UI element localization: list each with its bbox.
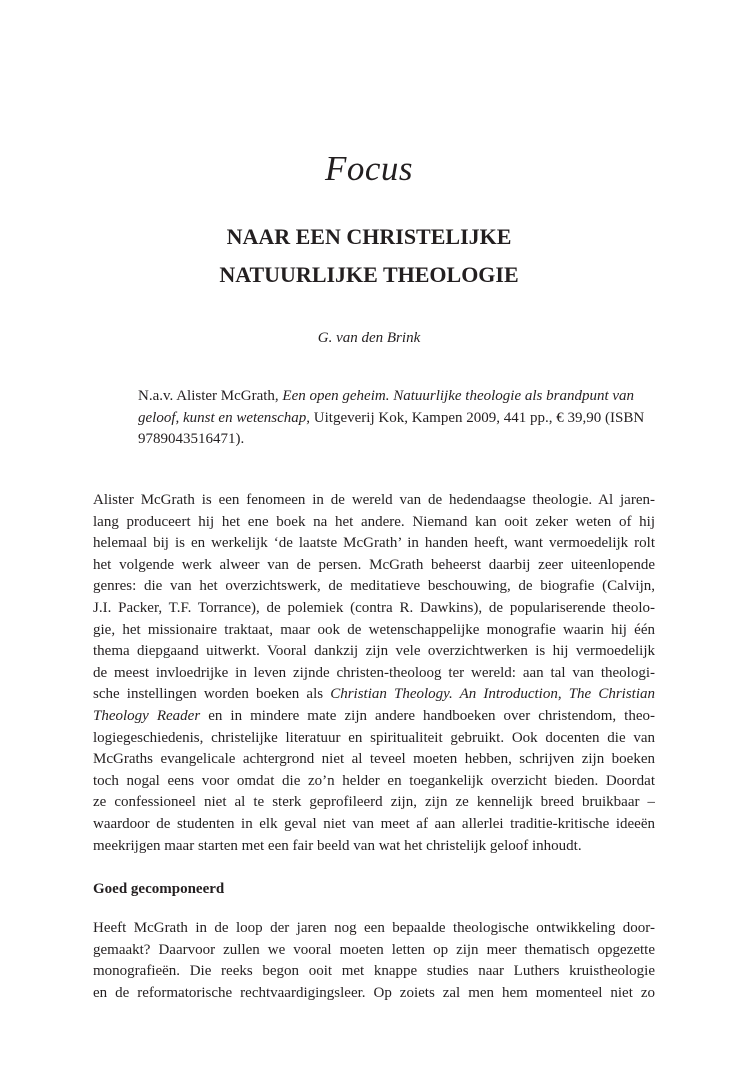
- paragraph-development: [93, 918, 655, 1004]
- text-line: het volgende werk alweer van de persen. McGrath beheerst daarbij zeer uiteenlopende: [93, 556, 655, 573]
- text-line: gemaakt? Daarvoor zullen we vooral moeten letten op zijn meer thematisch opgezette: [93, 941, 655, 958]
- reviewed-book-title: Een open geheim. Natuurlijke theologie als brandpunt van geloof, kunst en wetenschap: [138, 388, 635, 426]
- text-line: monografieën. Die reeks begon ooit met knappe studies naar Luthers kruistheologie: [93, 963, 655, 980]
- text-line: genres: die van het overzichtswerk, de meditatieve beschouwing, de biografie (Calvijn,: [93, 578, 655, 595]
- text-line: gie, het missionaire traktaat, maar ook de wetenschappelijke monografie waarin hij één: [93, 621, 655, 638]
- text-line: thema diepgaand uitwerkt. Vooral dankzij zijn vele overzichtwerken is hij vermoedelijk: [93, 643, 655, 660]
- text-line: [93, 684, 655, 706]
- text-fragment: ,: [557, 686, 569, 703]
- text-line: toch nogal eens voor omdat die zo’n helder en toegankelijk overzicht bieden. Doordat: [93, 772, 655, 789]
- text-line: de meest invloedrijke in leven zijnde christen-theoloog ter wereld: aan tal van theologi-: [93, 664, 655, 681]
- text-line: lang produceert hij het ene boek na het andere. Niemand kan ooit zeker weten of hij: [93, 513, 655, 530]
- text-line: Heeft McGrath in de loop der jaren nog een bepaalde theologische ontwikkeling door-: [93, 920, 655, 936]
- text-line: logiegeschiedenis, christelijke literatuur en spiritualiteit gebruikt. Ook docenten die van: [93, 729, 655, 746]
- review-note-prefix: N.a.v. Alister McGrath,: [138, 388, 283, 404]
- text-line: [93, 706, 655, 728]
- section-label: Focus: [324, 149, 414, 188]
- article-title-line-1: NAAR EEN CHRISTELIJKE: [226, 224, 512, 249]
- text-line: meekrijgen maar starten met een fair beeld van wat het christelijk geloof inhoudt.: [93, 837, 582, 854]
- author-name: G. van den Brink: [317, 330, 421, 346]
- text-line: en de reformatorische rechtvaardigingsleer. Op zoiets zal men hem momenteel niet zo: [93, 984, 655, 1001]
- text-line: McGraths evangelicale achtergrond niet al teveel moeten hebben, schrijven zijn boeken: [93, 751, 655, 768]
- text-line: ze confessioneel niet al te sterk geprofileerd zijn, zijn ze kennelijk breed bruikbaar –: [93, 794, 655, 811]
- text-line: Alister McGrath is een fenomeen in de wereld van de hedendaagse theologie. Al jaren-: [93, 492, 655, 508]
- text-line: J.I. Packer, T.F. Torrance), de polemiek (contra R. Dawkins), de populariserende theolo-: [93, 599, 655, 616]
- text-fragment: en in mindere mate zijn andere handboeken over christendom, theo-: [200, 707, 655, 724]
- cited-book-title: The Christian: [568, 686, 655, 703]
- cited-book-title: Christian Theology. An Introduction: [330, 686, 558, 703]
- cited-book-title: Theology Reader: [93, 707, 201, 724]
- section-subheading: Goed gecomponeerd: [93, 881, 225, 897]
- text-fragment: sche instellingen worden boeken als: [93, 686, 331, 703]
- article-title-line-2: NATUURLIJKE THEOLOGIE: [219, 262, 519, 287]
- review-note-publication-details: , Uitgeverij Kok, Kampen 2009, 441 pp., € 39,90 (ISBN 9789043516471).: [138, 409, 645, 447]
- paragraph-intro: [93, 490, 655, 857]
- text-line: helemaal bij is en werkelijk ‘de laatste McGrath’ in handen heeft, want vermoedelijk rolt: [93, 535, 655, 552]
- book-review-note: [138, 386, 654, 451]
- text-line: waardoor de studenten in elk geval niet van meet af aan allerlei traditie-kritische ideeën: [93, 815, 655, 832]
- article-title: [0, 218, 738, 294]
